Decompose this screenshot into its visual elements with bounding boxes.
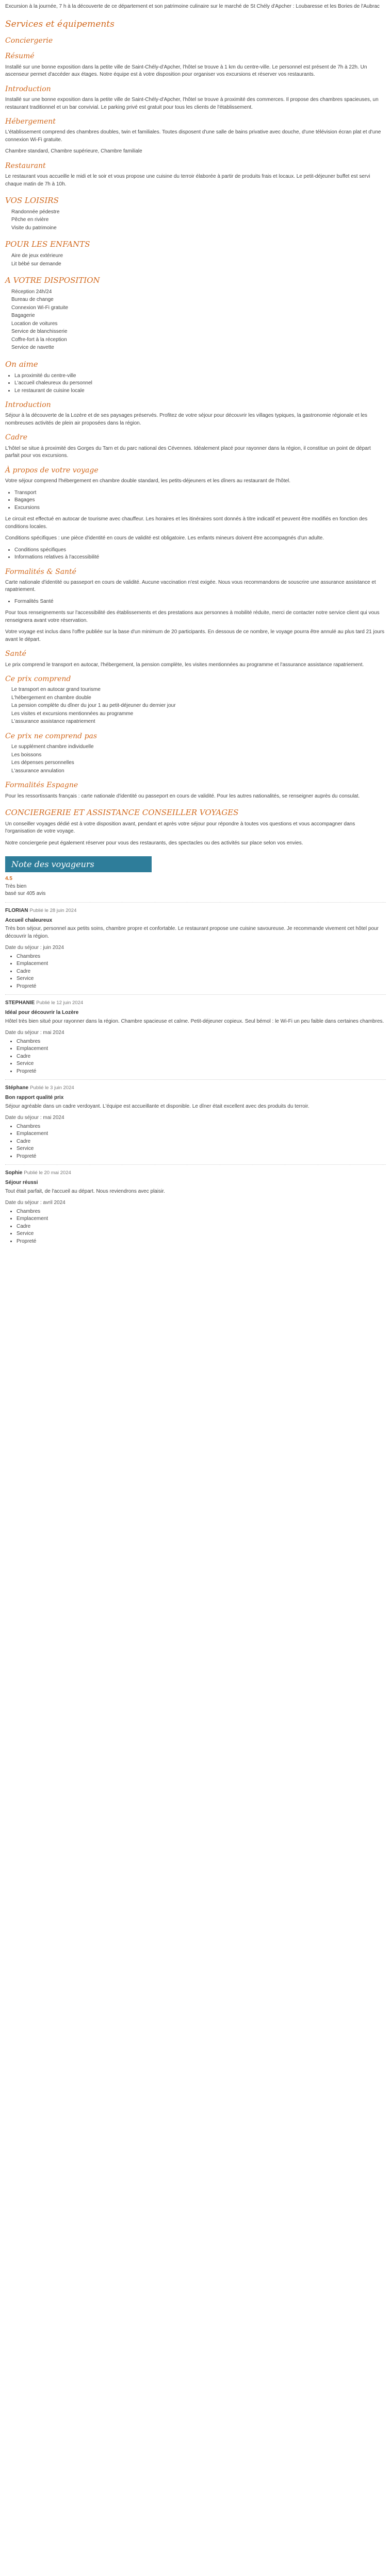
dispo-heading: A VOTRE DISPOSITION: [5, 276, 100, 285]
rating-scale: Très bien: [5, 883, 27, 889]
review-date: Publié le 3 juin 2024: [30, 1085, 74, 1091]
list-item: • Conditions spécifiques: [14, 547, 386, 554]
block-text: Installé sur une bonne exposition dans la petite ville de Saint-Chély-d'Apcher, l'hôtel se trouve à proximité des commerces. Il propose des chambres spacieuses, un restaurant traditionnel et un bar convivial. Le parking privé est gratuit pour tous les clients de l'établissement.: [5, 97, 379, 110]
review-card: [5, 1079, 386, 1160]
ne-comprend-list: [5, 743, 386, 775]
review-date: Publié le 20 mai 2024: [24, 1170, 71, 1176]
list-item: Visite du patrimoine: [11, 225, 57, 231]
conciergerie-text: Notre conciergerie peut également réserver pour vous des restaurants, des spectacles ou des activités sur place selon vos envies.: [5, 840, 303, 846]
section-subtitle: Conciergerie: [5, 37, 53, 45]
review-text: Très bon séjour, personnel aux petits soins, chambre propre et confortable. Le restaurant propose une cuisine savoureuse. Je recommande vivement cet hôtel pour découvrir la région.: [5, 926, 379, 939]
review-card: [5, 1164, 386, 1245]
review-stay-date: Date du séjour : avril 2024: [5, 1200, 66, 1206]
propos-heading: À propos de votre voyage: [5, 466, 99, 474]
block-text: L'établissement comprend des chambres doubles, twin et familiales. Toutes disposent d'une salle de bains privative avec douche, d'une télévision écran plat et d'une connexion Wi-Fi gratuite.: [5, 129, 381, 143]
review-text: Hôtel très bien situé pour rayonner dans la région. Chambre spacieuse et calme. Petit-déjeuner copieux. Seul bémol : le Wi-Fi un peu faible dans certaines chambres.: [5, 1018, 384, 1024]
block-text: Installé sur une bonne exposition dans la petite ville de Saint-Chély-d'Apcher, l'hôtel se trouve à 1 km du centre-ville. Le personnel est présent de 7h à 22h. Un ascenseur permet d'accéder aux étages. Notre équipe est à votre disposition pour organiser vos excursions et réserver vos restaurants.: [5, 64, 367, 78]
restaurant-text: Le restaurant vous accueille le midi et le soir et vous propose une cuisine du terroir élaborée à partir de produits frais et locaux. Le petit-déjeuner buffet est servi chaque matin de 7h à 10h.: [5, 174, 370, 187]
conciergerie-heading: CONCIERGERIE ET ASSISTANCE CONSEILLER VOYAGES: [5, 808, 239, 817]
list-item: • Chambres: [17, 1038, 386, 1046]
list-item: Réception 24h/24: [11, 289, 52, 295]
review-author: STEPHANIE: [5, 1000, 35, 1006]
intro2-heading: Introduction: [5, 401, 51, 410]
review-author: FLORIAN: [5, 907, 28, 913]
review-criteria: [5, 1038, 386, 1076]
list-item: Aire de jeux extérieure: [11, 253, 63, 259]
list-item: • Emplacement: [17, 960, 386, 968]
sante-text: Le prix comprend le transport en autocar, l'hébergement, la pension complète, les visites mentionnées au programme et l'assurance assistance rapatriement.: [5, 662, 364, 668]
list-item: • Chambres: [17, 1208, 386, 1216]
list-item: • Service: [17, 1060, 386, 1068]
propos-text: Votre séjour comprend l'hébergement en chambre double standard, les petits-déjeuners et les dîners au restaurant de l'hôtel.: [5, 478, 291, 484]
review-criteria: [5, 1123, 386, 1161]
loisirs-heading: VOS LOISIRS: [5, 196, 59, 206]
list-item: • Cadre: [17, 1223, 386, 1231]
list-item: Les boissons: [11, 752, 42, 758]
cadre-text: L'hôtel se situe à proximité des Gorges du Tarn et du parc national des Cévennes. Idéalement placé pour rayonner dans la région, il constitue un point de départ parfait pour vos excursions.: [5, 445, 371, 459]
list-item: Le supplément chambre individuelle: [11, 744, 94, 750]
review-title: Séjour réussi: [5, 1180, 38, 1186]
sante-heading: Santé: [5, 650, 26, 658]
list-item: • Service: [17, 1230, 386, 1238]
comprend-list: [5, 686, 386, 726]
review-date: Publié le 12 juin 2024: [36, 1000, 84, 1006]
list-item: • Informations relatives à l'accessibilité: [14, 554, 386, 562]
list-item: L'assurance annulation: [11, 768, 64, 774]
restaurant-heading: Restaurant: [5, 161, 46, 170]
review-author: Sophie: [5, 1170, 23, 1176]
review-date: Publié le 28 juin 2024: [29, 907, 77, 913]
on-aime-heading: On aime: [5, 359, 38, 369]
page-intro: Excursion à la journée, 7 h à la découverte de ce département et son patrimoine culinaire sur le marché de St Chély d'Apcher : Loubaresse et les Bories de l'Aubrac: [5, 4, 380, 9]
list-item: Bagagerie: [11, 313, 35, 319]
list-item: • Cadre: [17, 1053, 386, 1061]
formalites-espagne-text: Pour les ressortissants français : carte nationale d'identité ou passeport en cours de validité. Pour les autres nationalités, se renseigner auprès du consulat.: [5, 793, 360, 799]
loisirs-list: [5, 209, 386, 232]
list-item: • Service: [17, 1145, 386, 1153]
list-item: • Excursions: [14, 504, 386, 512]
intro2-text: Séjour à la découverte de la Lozère et de ses paysages préservés. Profitez de votre séjour pour découvrir les villages typiques, la gastronomie régionale et les nombreuses activités de plein air proposées dans la région.: [5, 413, 368, 426]
list-item: Coffre-fort à la réception: [11, 336, 67, 343]
list-item: • Emplacement: [17, 1215, 386, 1223]
list-item: • Transport: [14, 489, 386, 497]
list-item: Le transport en autocar grand tourisme: [11, 687, 101, 693]
section-title: Services et équipements: [5, 19, 115, 29]
cadre-heading: Cadre: [5, 433, 27, 442]
list-item: Bureau de change: [11, 297, 54, 303]
list-item: • Bagages: [14, 497, 386, 504]
review-stay-date: Date du séjour : juin 2024: [5, 945, 64, 951]
rating-score: 4.5: [5, 876, 12, 882]
list-item: Randonnée pédestre: [11, 209, 60, 215]
formalites-list: [5, 598, 386, 606]
review-text: Tout était parfait, de l'accueil au départ. Nous reviendrons avec plaisir.: [5, 1188, 165, 1194]
list-item: • Emplacement: [17, 1130, 386, 1138]
list-item: • L'accueil chaleureux du personnel: [14, 380, 386, 387]
list-item: • Propreté: [17, 1153, 386, 1161]
responsable-text: Pour tous renseignements sur l'accessibilité des établissements et des prestations aux personnes à mobilité réduite, merci de contacter notre service client qui vous renseignera avant votre réservation.: [5, 610, 380, 623]
page: [0, 0, 391, 1259]
list-item: • Propreté: [17, 1238, 386, 1246]
on-aime-list: [5, 372, 386, 395]
list-item: • Chambres: [17, 1123, 386, 1131]
formalites-text: Carte nationale d'identité ou passeport en cours de validité. Aucune vaccination n'est exigée. Nous vous recommandons de souscrire une assurance assistance et rapatriement.: [5, 579, 376, 593]
review-card: [5, 902, 386, 990]
rating-count: basé sur 405 avis: [5, 891, 46, 897]
propos-list-2: [5, 547, 386, 562]
review-author: Stéphane: [5, 1085, 29, 1091]
list-item: • Formalités Santé: [14, 598, 386, 606]
review-stay-date: Date du séjour : mai 2024: [5, 1030, 64, 1036]
list-item: • La proximité du centre-ville: [14, 372, 386, 380]
formalites-heading: Formalités & Santé: [5, 567, 76, 576]
list-item: • Cadre: [17, 1138, 386, 1146]
review-text: Séjour agréable dans un cadre verdoyant. L'équipe est accueillante et disponible. Le dîner était excellent avec des produits du terroir.: [5, 1103, 309, 1109]
list-item: • Chambres: [17, 953, 386, 961]
conciergerie-text: Un conseiller voyages dédié est à votre disposition avant, pendant et après votre séjour pour répondre à toutes vos questions et vous accompagner dans l'organisation de votre voyage.: [5, 821, 355, 835]
enfants-heading: POUR LES ENFANTS: [5, 240, 90, 249]
review-title: Idéal pour découvrir la Lozère: [5, 1010, 79, 1016]
enfants-list: [5, 252, 386, 268]
block-heading: Résumé: [5, 52, 35, 61]
propos-text: Conditions spécifiques : une pièce d'identité en cours de validité est obligatoire. Les enfants mineurs doivent être accompagnés d'un adulte.: [5, 535, 324, 541]
formalites-espagne-heading: Formalités Espagne: [5, 781, 78, 790]
comprend-heading: Ce prix comprend: [5, 675, 71, 684]
list-item: • Service: [17, 975, 386, 983]
review-title: Bon rapport qualité prix: [5, 1095, 64, 1101]
list-item: • Propreté: [17, 983, 386, 991]
responsable-text: Votre voyage est inclus dans l'offre publiée sur la base d'un minimum de 20 participants. En dessous de ce nombre, le voyage pourra être annulé au plus tard 21 jours avant le départ.: [5, 629, 385, 642]
list-item: L'assurance assistance rapatriement: [11, 719, 95, 725]
list-item: • Propreté: [17, 1068, 386, 1076]
review-criteria: [5, 1208, 386, 1246]
dispo-list: [5, 289, 386, 352]
review-title: Accueil chaleureux: [5, 917, 53, 923]
block-heading: Hébergement: [5, 117, 56, 126]
review-criteria: [5, 953, 386, 991]
list-item: • Emplacement: [17, 1045, 386, 1053]
list-item: Service de blanchisserie: [11, 329, 68, 335]
rooms-label: Chambre standard, Chambre supérieure, Chambre familiale: [5, 148, 142, 155]
block-heading: Introduction: [5, 84, 51, 93]
list-item: Pêche en rivière: [11, 217, 49, 223]
list-item: Location de voitures: [11, 320, 58, 327]
propos-text: Le circuit est effectué en autocar de tourisme avec chauffeur. Les horaires et les itinéraires sont donnés à titre indicatif et peuvent être modifiés en fonction des conditions locales.: [5, 516, 368, 530]
rating-summary: [5, 875, 386, 898]
list-item: L'hébergement en chambre double: [11, 694, 91, 701]
propos-list: [5, 489, 386, 512]
list-item: Service de navette: [11, 345, 54, 351]
list-item: Connexion Wi-Fi gratuite: [11, 304, 69, 311]
reviews-banner: Note des voyageurs: [5, 856, 152, 872]
review-card: [5, 994, 386, 1075]
list-item: • Le restaurant de cuisine locale: [14, 387, 386, 395]
list-item: Les visites et excursions mentionnées au programme: [11, 710, 134, 717]
list-item: • Cadre: [17, 968, 386, 976]
ne-comprend-heading: Ce prix ne comprend pas: [5, 732, 97, 740]
list-item: Lit bébé sur demande: [11, 261, 61, 267]
review-stay-date: Date du séjour : mai 2024: [5, 1115, 64, 1121]
list-item: La pension complète du dîner du jour 1 au petit-déjeuner du dernier jour: [11, 703, 176, 709]
list-item: Les dépenses personnelles: [11, 760, 74, 766]
